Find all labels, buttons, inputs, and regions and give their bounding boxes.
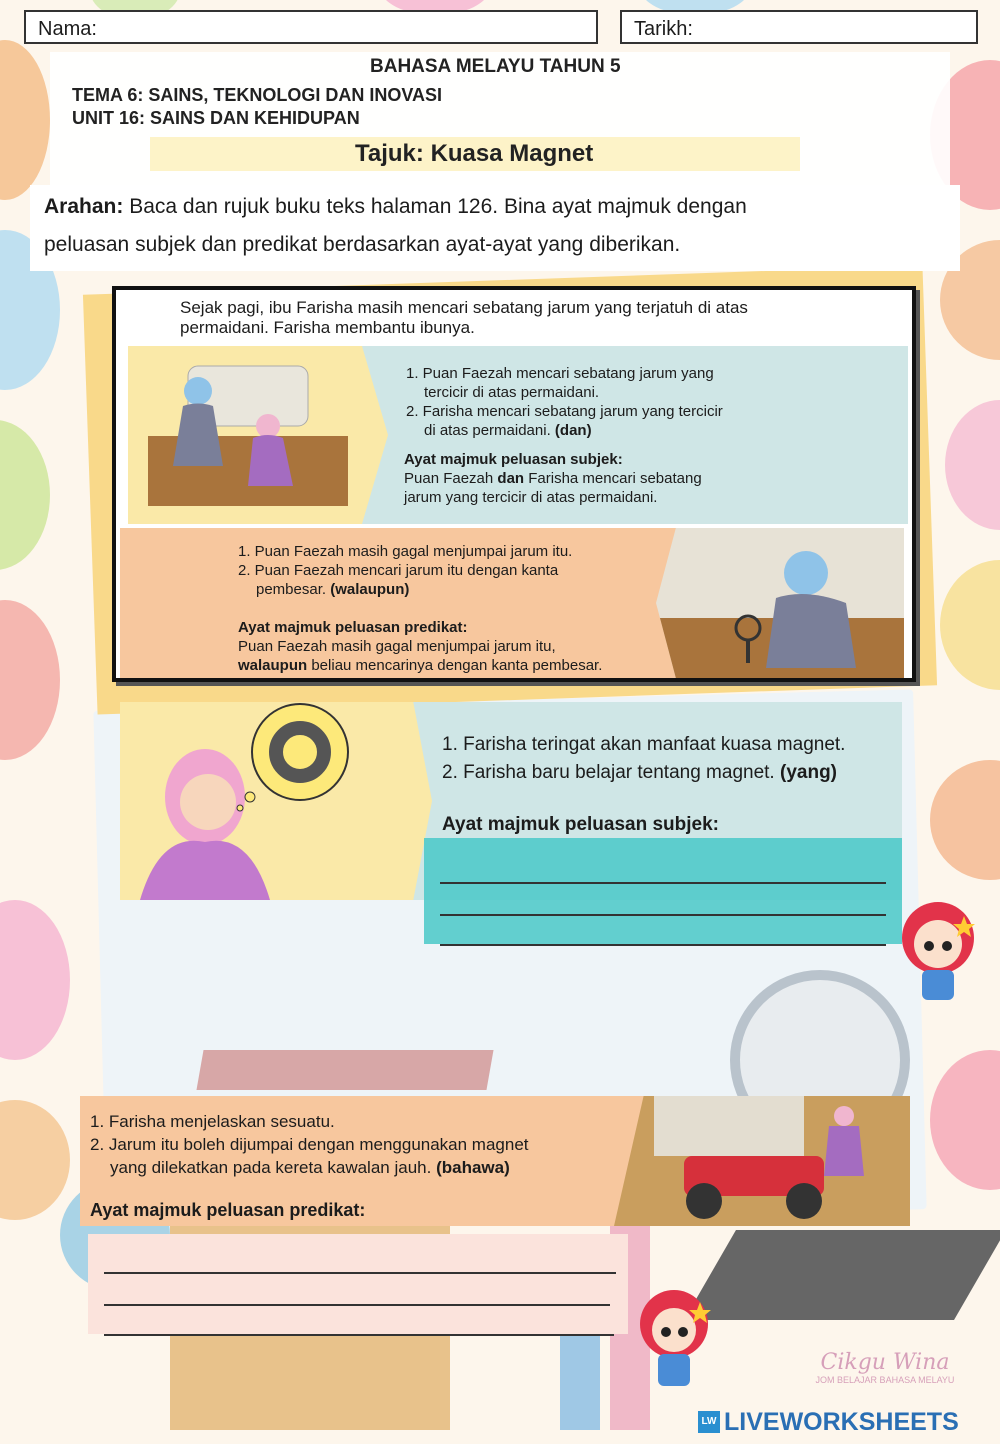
task1-answer-box[interactable]: [424, 838, 902, 944]
example-intro-line2: permaidani. Farisha membantu ibunya.: [180, 318, 475, 337]
predicate-illustration: [656, 528, 904, 678]
task1-conjunction: (yang): [780, 762, 837, 783]
date-field[interactable]: [620, 10, 978, 44]
example-panel: [112, 286, 916, 682]
task2-sentence1: 1. Farisha menjelaskan sesuatu.: [90, 1112, 335, 1131]
liveworksheets-text: LIVEWORKSHEETS: [724, 1408, 959, 1436]
instruction-panel: [30, 185, 960, 271]
instruction-line2: peluasan subjek dan predikat berdasarkan ayat-ayat yang diberikan.: [44, 233, 681, 256]
task1-illustration: [120, 702, 432, 900]
subject-sentence1: 1. Puan Faezah mencari sebatang jarum yang tercicir di atas permaidani. 2. Farisha mencari sebatang jarum yang tercicir di atas permaidani. (dan): [406, 365, 723, 439]
unit-title: UNIT 16: SAINS DAN KEHIDUPAN: [72, 108, 360, 128]
watermark-logo: [810, 1350, 960, 1410]
task2-panel: [80, 1096, 910, 1226]
date-label: Tarikh:: [634, 18, 693, 40]
mascot-girl-icon-2: [626, 1284, 722, 1394]
instruction-line1: Baca dan rujuk buku teks halaman 126. Bina ayat majmuk dengan: [129, 195, 747, 218]
task2-answer-line2[interactable]: [104, 1274, 618, 1304]
example-intro-line1: Sejak pagi, ibu Farisha masih mencari sebatang jarum yang terjatuh di atas: [180, 298, 748, 317]
task1-line3: [440, 944, 886, 946]
subject-answer: Ayat majmuk peluasan subjek: Puan Faezah dan Farisha mencari sebatang jarum yang tercicir di atas permaidani.: [404, 451, 702, 506]
subject-illustration: [128, 346, 388, 524]
watermark-text: Cikgu Wina: [820, 1350, 950, 1375]
rc-car-scene-image: [614, 1096, 910, 1226]
task2-conjunction: (bahawa): [436, 1158, 510, 1177]
predicate-answer: Ayat majmuk peluasan predikat: Puan Faezah masih gagal menjumpai jarum itu, walaupun beliau mencarinya dengan kanta pembesar.: [238, 619, 603, 674]
task2-answer-box[interactable]: [88, 1234, 628, 1334]
theme-title: TEMA 6: SAINS, TEKNOLOGI DAN INOVASI: [72, 85, 443, 105]
task2-line2: [104, 1304, 610, 1306]
name-label: Nama:: [38, 18, 97, 40]
magnifier-scene-image: [656, 528, 904, 678]
task1-sentence1: 1. Farisha teringat akan manfaat kuasa magnet.: [442, 734, 846, 755]
task2-illustration: [614, 1096, 910, 1226]
subject-title: BAHASA MELAYU TAHUN 5: [370, 56, 621, 77]
instruction-label: Arahan:: [44, 195, 124, 218]
subject-heading: Ayat majmuk peluasan subjek:: [404, 451, 623, 468]
task1-heading: Ayat majmuk peluasan subjek:: [442, 814, 720, 835]
mascot-girl-icon: [888, 898, 988, 1008]
liveworksheets-icon: LW: [698, 1411, 720, 1433]
task2-sentence2b: yang dilekatkan pada kereta kawalan jauh.: [110, 1158, 432, 1177]
task1-answer-line1[interactable]: [438, 852, 892, 882]
task2-heading: Ayat majmuk peluasan predikat:: [90, 1200, 366, 1220]
predicate-sentences: 1. Puan Faezah masih gagal menjumpai jarum itu. 2. Puan Faezah mencari jarum itu dengan kanta pembesar. (walaupun): [238, 543, 573, 598]
task2-answer-line1[interactable]: [104, 1240, 618, 1270]
watermark-subtext: JOM BELAJAR BAHASA MELAYU: [815, 1375, 955, 1385]
task2-line3: [104, 1334, 614, 1336]
name-field[interactable]: [24, 10, 598, 44]
task2-sentence2a: 2. Jarum itu boleh dijumpai dengan menggunakan magnet: [90, 1135, 529, 1154]
predicate-heading: Ayat majmuk peluasan predikat:: [238, 619, 468, 636]
task2-sentences: [90, 1110, 529, 1179]
girl-thinking-image: [120, 702, 432, 900]
task1-sentence2: 2. Farisha baru belajar tentang magnet. (yang): [442, 762, 837, 783]
page-title: Tajuk: Kuasa Magnet: [355, 140, 594, 167]
task1-line2: [440, 914, 886, 916]
task1-line1: [440, 882, 886, 884]
task2-line1: [104, 1272, 616, 1274]
task1-answer-line2[interactable]: [438, 886, 892, 916]
liveworksheets-brand[interactable]: [698, 1408, 998, 1438]
search-scene-image: [128, 346, 388, 524]
